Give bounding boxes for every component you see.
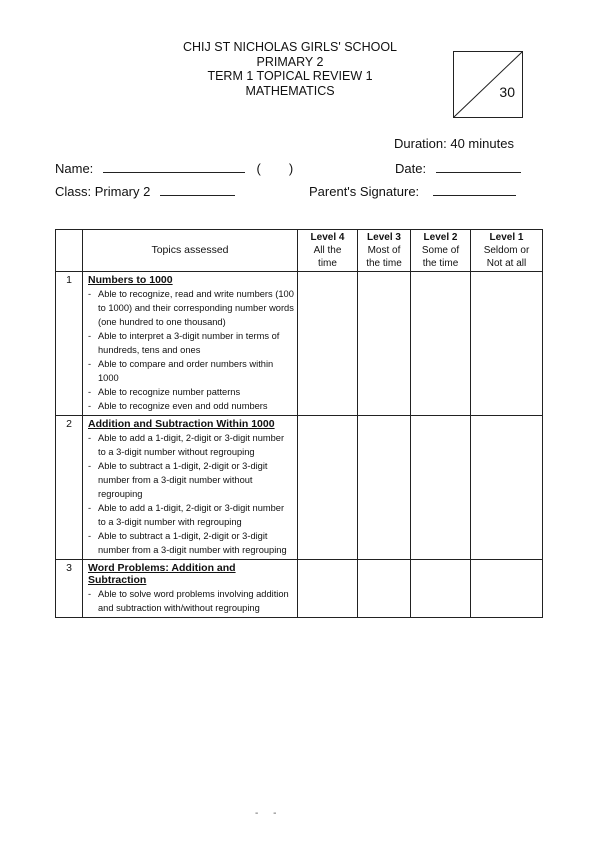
parent-signature-blank[interactable] [433,183,516,196]
level-1-cell[interactable] [471,272,543,416]
review-title: TERM 1 TOPICAL REVIEW 1 [207,69,373,83]
class-label: Class: Primary 2 [55,184,151,199]
topic-cell [83,560,298,618]
topic-bullet: - Able to add a 1-digit, 2-digit or 3-digit number to a 3-digit number without regrouping [88,431,294,459]
level-1-cell[interactable] [471,416,543,560]
header-level-2: Level 2 Some of the time [411,230,471,272]
parent-signature-field [309,183,516,199]
topic-bullets [88,431,294,557]
topic-cell [83,272,298,416]
name-blank[interactable] [103,160,245,173]
level-4-cell[interactable] [298,416,358,560]
subject-title: MATHEMATICS [245,83,335,98]
topic-bullet: - Able to compare and order numbers within 1000 [88,357,294,385]
name-label: Name: [55,161,94,176]
table-row [56,560,543,618]
score-total: 30 [499,84,515,100]
index-paren-close: ) [288,161,294,176]
level-3-cell[interactable] [358,272,411,416]
level-1-cell[interactable] [471,560,543,618]
topic-title: Addition and Subtraction Within 1000 [88,418,275,430]
topic-number: 3 [56,560,83,618]
level-2-cell[interactable] [411,272,471,416]
table-row [56,272,543,416]
level-4-cell[interactable] [298,560,358,618]
topics-table [55,229,543,618]
topic-bullet: - Able to recognize number patterns [88,385,294,399]
topic-bullet: - Able to subtract a 1-digit, 2-digit or 3-digit number from a 3-digit number without regrouping [88,459,294,501]
header-level-3: Level 3 Most of the time [358,230,411,272]
grade-level: PRIMARY 2 [256,54,324,69]
topic-number: 1 [56,272,83,416]
topic-title: Numbers to 1000 [88,274,173,286]
topic-number: 2 [56,416,83,560]
document-header [150,40,430,98]
topic-bullet: - Able to solve word problems involving addition and subtraction with/without regrouping [88,587,294,615]
date-blank[interactable] [436,160,521,173]
topic-bullet: - Able to add a 1-digit, 2-digit or 3-digit number to a 3-digit number with regrouping [88,501,294,529]
table-row [56,416,543,560]
topic-bullet: - Able to subtract a 1-digit, 2-digit or 3-digit number from a 3-digit number with regrouping [88,529,294,557]
page-footer-mark: - - [255,808,283,819]
topic-bullet: - Able to recognize, read and write numbers (100 to 1000) and their corresponding number words (one hundred to one thousand) [88,287,294,329]
header-level-1: Level 1 Seldom or Not at all [471,230,543,272]
level-4-cell[interactable] [298,272,358,416]
index-paren-open: ( [256,161,261,176]
topic-bullet: - Able to recognize even and odd numbers [88,399,294,413]
header-number-cell [56,230,83,272]
level-3-cell[interactable] [358,416,411,560]
class-blank[interactable] [160,183,235,196]
level-3-cell[interactable] [358,560,411,618]
topic-cell [83,416,298,560]
score-box [453,51,523,118]
name-field [55,160,293,176]
topic-title: Word Problems: Addition and Subtraction [88,562,236,586]
parent-signature-label: Parent's Signature: [309,184,420,199]
table-header-row [56,230,543,272]
school-name: CHIJ ST NICHOLAS GIRLS' SCHOOL [182,40,397,54]
topic-bullets [88,587,294,615]
duration-label: Duration: 40 minutes [394,136,514,151]
topic-bullets [88,287,294,413]
topic-bullet: - Able to interpret a 3-digit number in terms of hundreds, tens and ones [88,329,294,357]
class-field [55,183,235,199]
header-level-4: Level 4 All the time [298,230,358,272]
date-label: Date: [395,161,427,176]
level-2-cell[interactable] [411,560,471,618]
date-field [395,160,521,176]
header-topics-assessed: Topics assessed [83,230,298,272]
level-2-cell[interactable] [411,416,471,560]
